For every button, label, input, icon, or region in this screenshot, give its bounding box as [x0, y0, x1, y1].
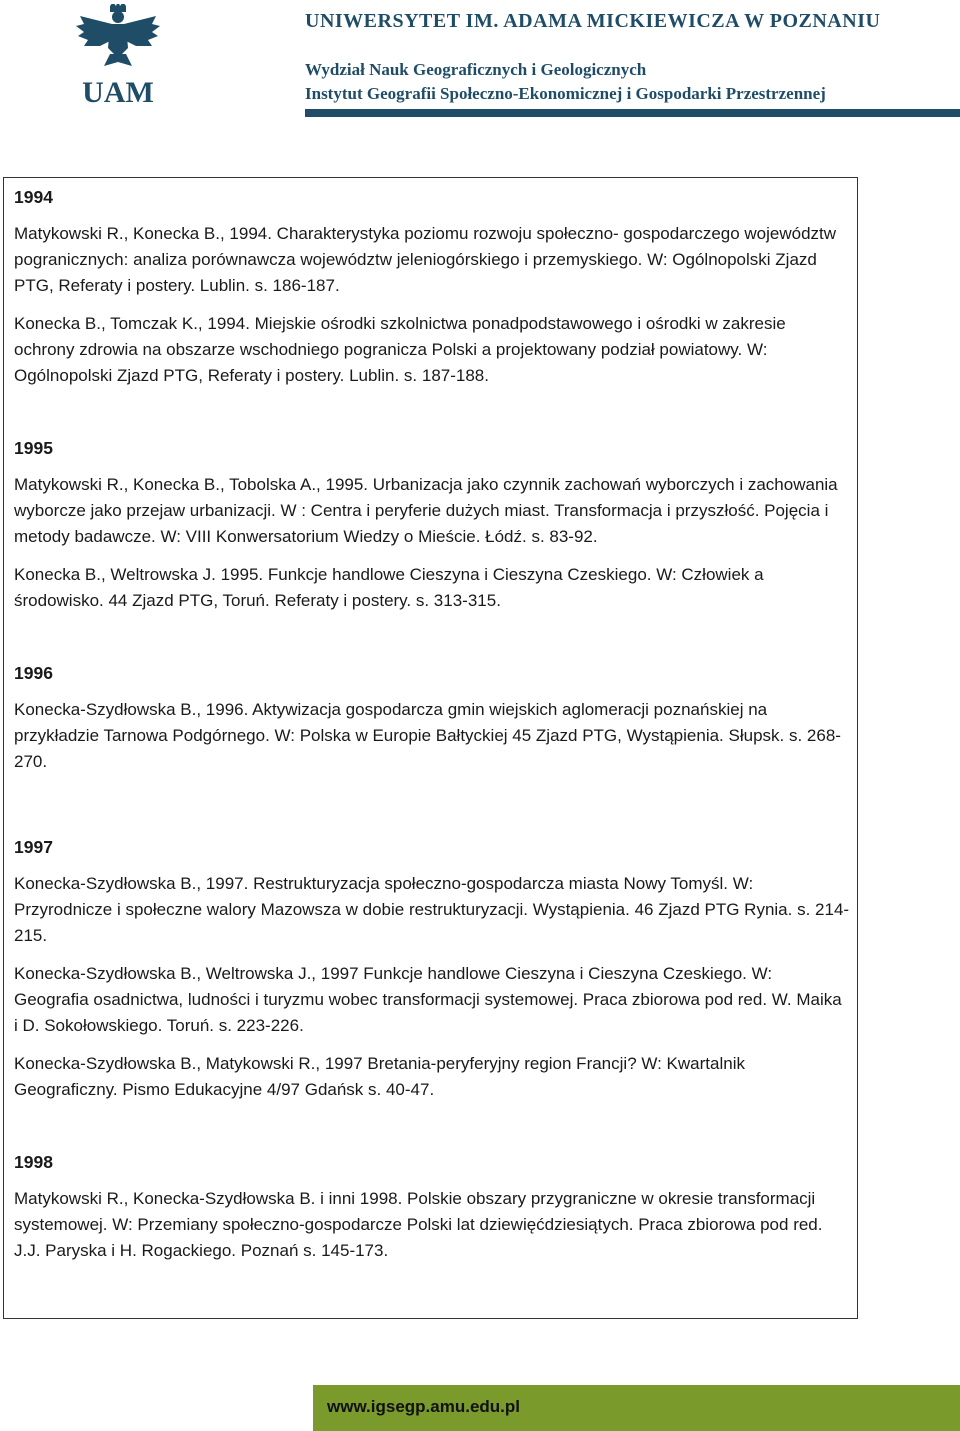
publication-entry: Konecka-Szydłowska B., Weltrowska J., 1997 Funkcje handlowe Cieszyna i Cieszyna Czeskiego. W: Geografia osadnictwa, ludności i turyzmu wobec transformacji systemowej. Praca zbiorowa pod red. W. Maika i D. Sokołowskiego. Toruń. s. 223-226. — [14, 964, 842, 1035]
publication-entry: Matykowski R., Konecka B., Tobolska A., 1995. Urbanizacja jako czynnik zachowań wyborczych i zachowania wyborcze jako przejaw urbanizacji. W : Centra i peryferie dużych miast. Transformacja i przyszłość. Pojęcia i metody badawcze. W: VIII Konwersatorium Wiedzy o Mieście. Łódź. s. 83-92. — [14, 475, 838, 546]
footer-website-link[interactable]: www.igsegp.amu.edu.pl — [327, 1397, 521, 1416]
publication-entry: Konecka-Szydłowska B., 1996. Aktywizacja gospodarcza gmin wiejskich aglomeracji poznańskiej na przykładzie Tarnowa Podgórnego. W: Polska w Europie Bałtyckiej 45 Zjazd PTG, Wystąpienia. Słupsk. s. 268-270. — [14, 700, 841, 771]
publication-entry: Konecka-Szydłowska B., 1997. Restrukturyzacja społeczno-gospodarcza miasta Nowy Tomyśl. W: Przyrodnicze i społeczne walory Mazowsza w dobie restrukturyzacji. Wystąpienia. 46 Zjazd PTG Rynia. s. 214-215. — [14, 874, 850, 945]
year-heading-1995: 1995 — [14, 438, 53, 458]
uam-eagle-logo-icon — [70, 4, 166, 106]
year-heading-1994: 1994 — [14, 187, 53, 207]
year-heading-1998: 1998 — [14, 1152, 53, 1172]
faculty-name: Wydział Nauk Geograficznych i Geologicznych — [305, 60, 647, 79]
footer-bar — [313, 1385, 960, 1431]
publication-entry: Matykowski R., Konecka-Szydłowska B. i inni 1998. Polskie obszary przygraniczne w okresie transformacji systemowej. W: Przemiany społeczno-gospodarcze Polski lat dziewięćdziesiątych. Praca zbiorowa pod red. J.J. Paryska i H. Rogackiego. Poznań s. 145-173. — [14, 1189, 823, 1260]
publications-list — [14, 184, 850, 1264]
publication-entry: Matykowski R., Konecka B., 1994. Charakterystyka poziomu rozwoju społeczno- gospodarczego województw pogranicznych: analiza porównawcza województw jeleniogórskiego i przemyskiego. W: Ogólnopolski Zjazd PTG, Referaty i postery. Lublin. s. 186-187. — [14, 224, 837, 295]
svg-text:UAM: UAM — [82, 76, 154, 106]
year-heading-1996: 1996 — [14, 663, 53, 683]
publication-entry: Konecka B., Tomczak K., 1994. Miejskie ośrodki szkolnictwa ponadpodstawowego i ośrodki w zakresie ochrony zdrowia na obszarze wschodniego pogranicza Polski a projektowany podział powiatowy. W: Ogólnopolski Zjazd PTG, Referaty i postery. Lublin. s. 187-188. — [14, 314, 786, 385]
university-name: UNIWERSYTET IM. ADAMA MICKIEWICZA W POZNANIU — [305, 10, 881, 32]
publication-entry: Konecka-Szydłowska B., Matykowski R., 1997 Bretania-peryferyjny region Francji? W: Kwartalnik Geograficzny. Pismo Edukacyjne 4/97 Gdańsk s. 40-47. — [14, 1054, 745, 1099]
publications-box — [3, 177, 858, 1319]
year-heading-1997: 1997 — [14, 837, 53, 857]
page-header — [0, 0, 960, 120]
institute-name: Instytut Geografii Społeczno-Ekonomicznej i Gospodarki Przestrzennej — [305, 84, 826, 103]
publication-entry: Konecka B., Weltrowska J. 1995. Funkcje handlowe Cieszyna i Cieszyna Czeskiego. W: Człowiek a środowisko. 44 Zjazd PTG, Toruń. Referaty i postery. s. 313-315. — [14, 565, 764, 610]
header-divider — [305, 109, 960, 117]
